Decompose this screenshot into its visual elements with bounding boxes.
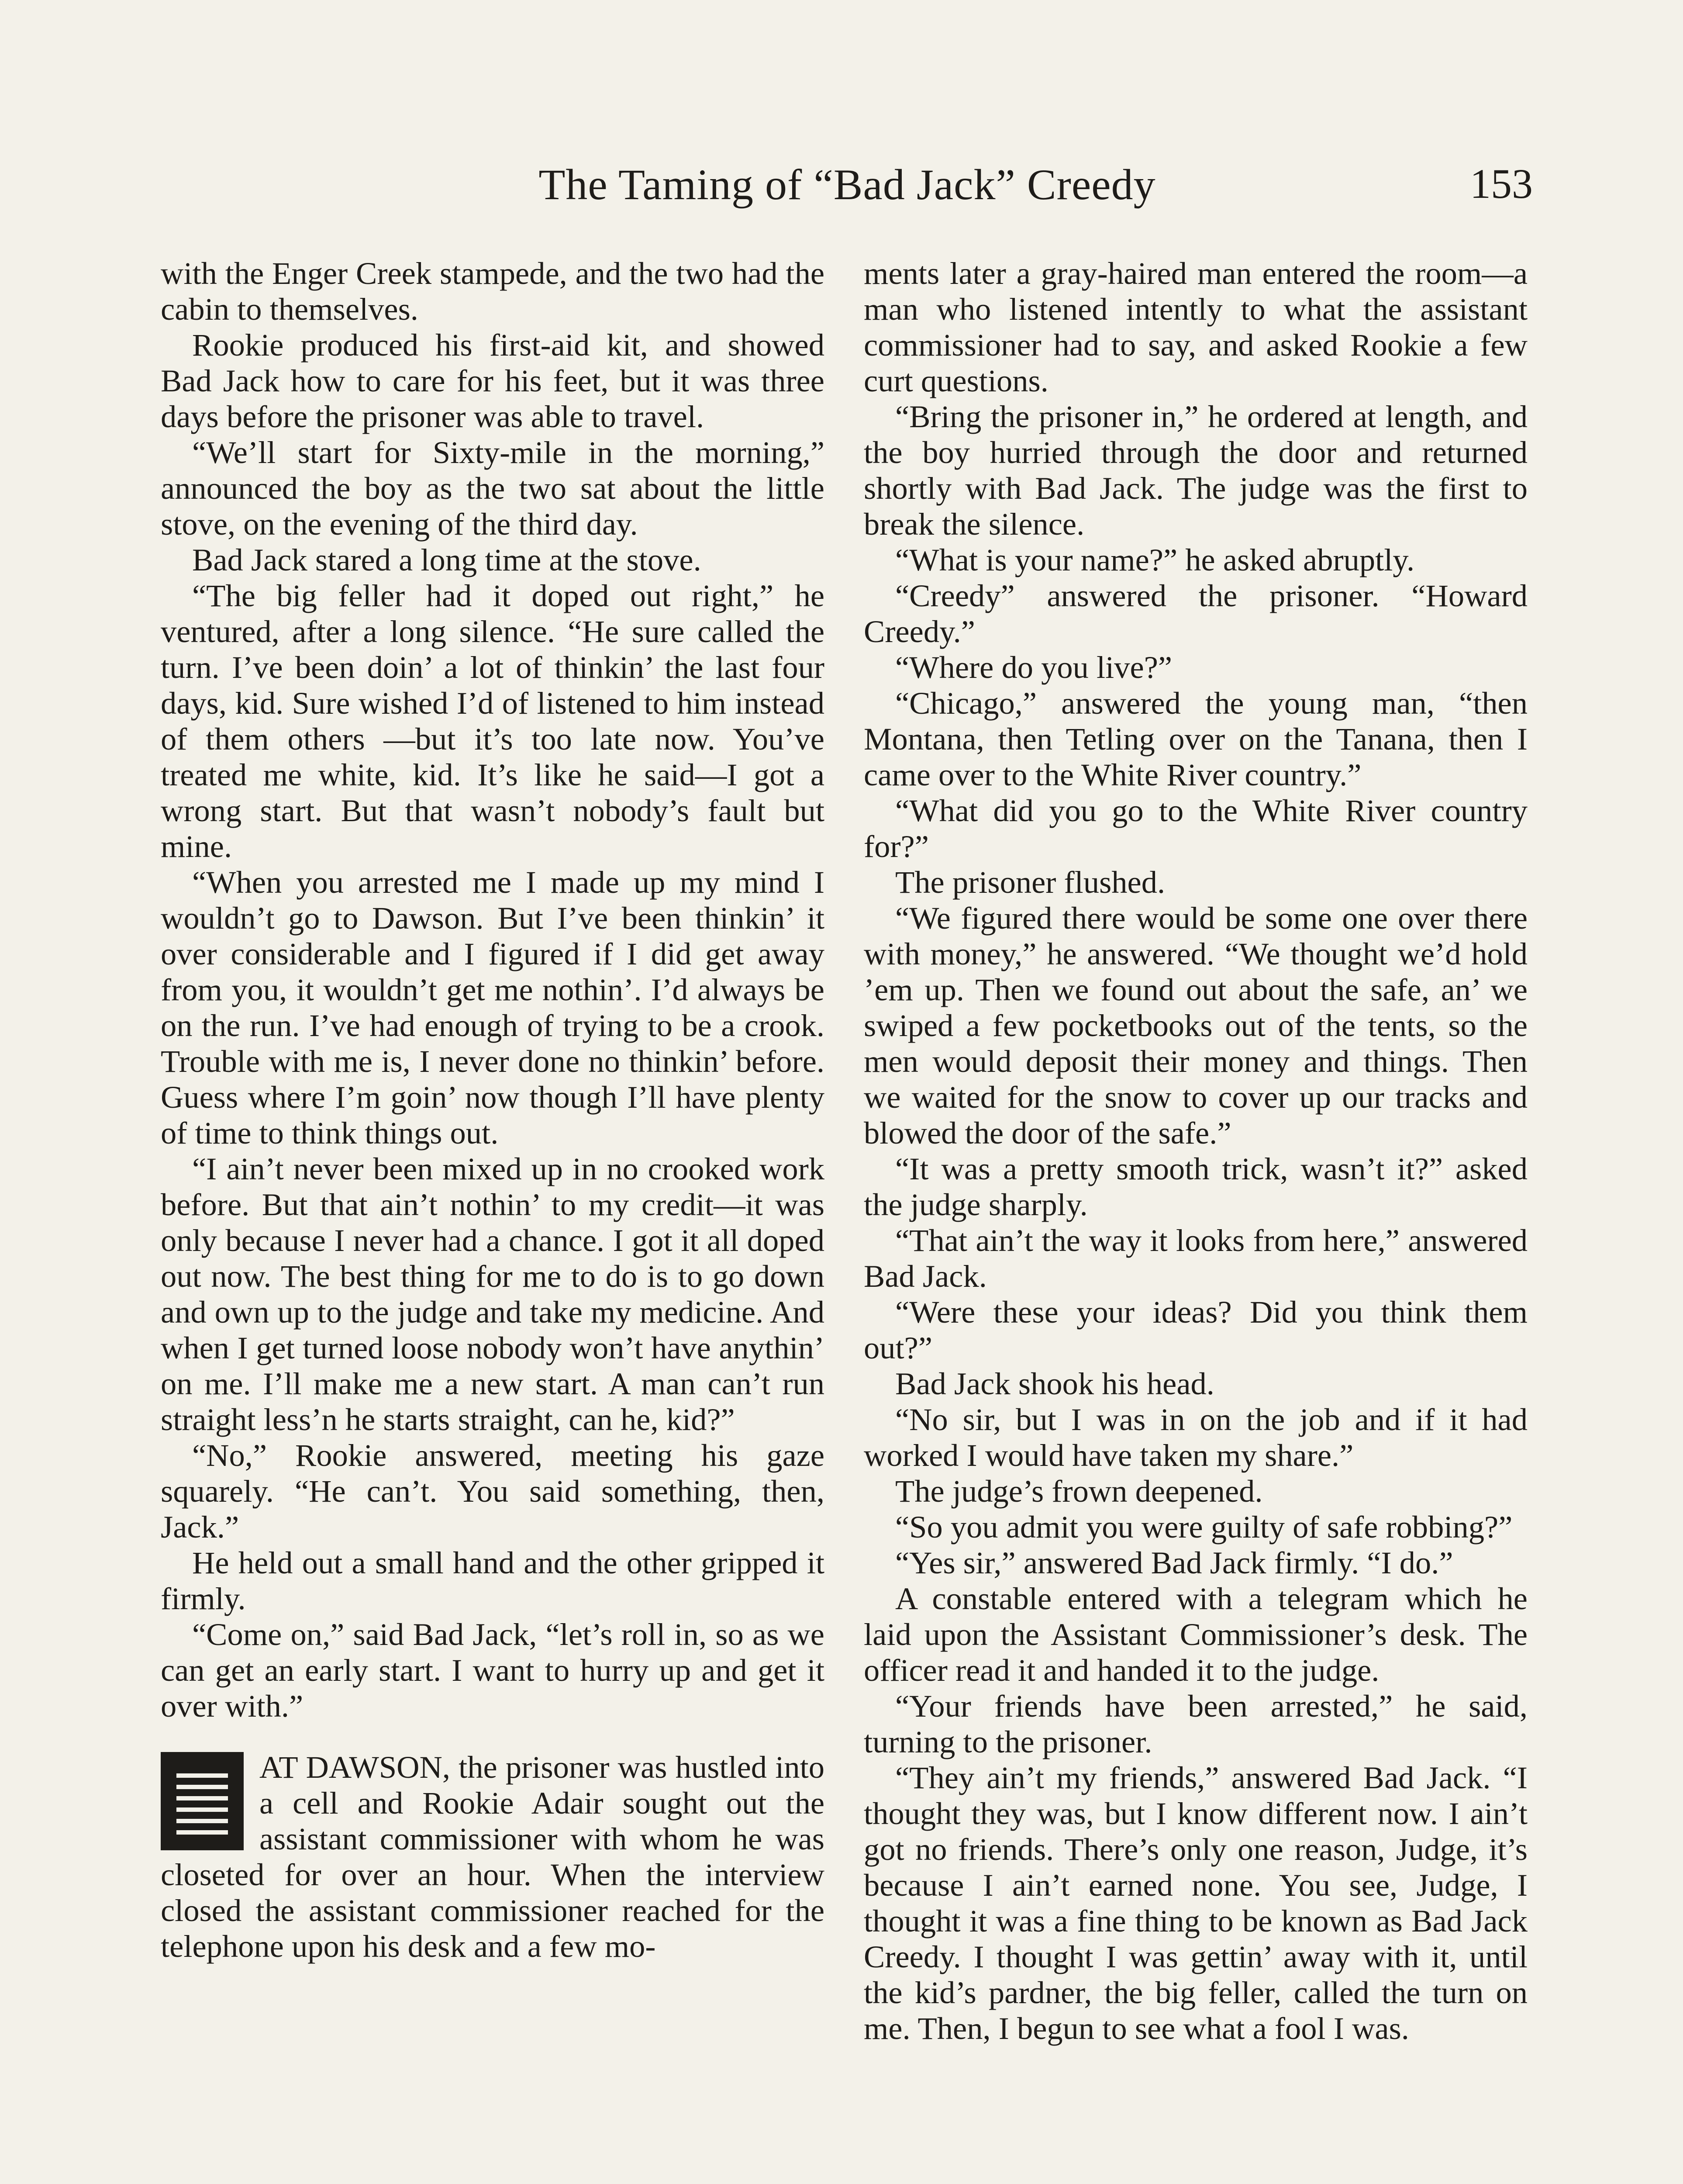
running-header [162, 159, 1533, 225]
ornament-icon [161, 1752, 244, 1850]
section-break [161, 1749, 824, 1964]
paragraph: “Yes sir,” answered Bad Jack firmly. “I do.” [895, 1545, 1453, 1580]
paragraph: “No sir, but I was in on the job and if it had worked I would have taken my share.” [864, 1402, 1528, 1473]
paragraph: “What is your name?” he asked abruptly. [895, 542, 1415, 577]
paragraph: “We’ll start for Sixty-mile in the morning,” announced the boy as the two sat about the little stove, on the evening of the third day. [161, 435, 824, 542]
paragraph: “Chicago,” answered the young man, “then Montana, then Tetling over on the Tanana, then I came over to the White River country.” [864, 685, 1528, 792]
left-column [161, 256, 824, 1964]
paragraph: “Bring the prisoner in,” he ordered at length, and the boy hurried through the door and returned shortly with Bad Jack. The judge was the first to break the silence. [864, 399, 1528, 542]
paragraph: “That ain’t the way it looks from here,” answered Bad Jack. [864, 1223, 1528, 1294]
paragraph: Rookie produced his first-aid kit, and showed Bad Jack how to care for his feet, but it was three days before the prisoner was able to travel. [161, 327, 824, 434]
paragraph: “The big feller had it doped out right,” he ventured, after a long silence. “He sure called the turn. I’ve been doin’ a lot of thinkin’ the last four days, kid. Sure wished I’d of listened to him instead of them others —but it’s too late now. You’ve treated me white, kid. It’s like he said—I got a wrong start. But that wasn’t nobody’s fault but mine. [161, 578, 824, 864]
paragraph: with the Enger Creek stampede, and the two had the cabin to themselves. [161, 256, 824, 327]
paragraph: ments later a gray-haired man entered the room—a man who listened intently to what the assistant commissioner had to say, and asked Rookie a few curt questions. [864, 256, 1528, 398]
paragraph: “Were these your ideas? Did you think them out?” [864, 1294, 1528, 1365]
paragraph: Bad Jack shook his head. [895, 1366, 1214, 1401]
paragraph: “It was a pretty smooth trick, wasn’t it?” asked the judge sharply. [864, 1151, 1528, 1222]
story-title: The Taming of “Bad Jack” Creedy [538, 160, 1156, 209]
right-column [864, 256, 1528, 2046]
paragraph: “No,” Rookie answered, meeting his gaze squarely. “He can’t. You said something, then, Jack.” [161, 1438, 824, 1545]
paragraph: “Your friends have been arrested,” he said, turning to the prisoner. [864, 1688, 1528, 1759]
paragraph: He held out a small hand and the other gripped it firmly. [161, 1545, 824, 1616]
section-opening-paragraph: AT DAWSON, the prisoner was hustled into a cell and Rookie Adair sought out the assistant commissioner with whom he was closeted for over an hour. When the interview closed the assistant commissioner reached for the telephone upon his desk and a few mo- [161, 1749, 824, 1964]
paragraph: The prisoner flushed. [895, 864, 1166, 900]
paragraph: A constable entered with a telegram which he laid upon the Assistant Commissioner’s desk. The officer read it and handed it to the judge. [864, 1581, 1528, 1688]
paragraph: “Come on,” said Bad Jack, “let’s roll in, so as we can get an early start. I want to hurry up and get it over with.” [161, 1617, 824, 1724]
paragraph: “Creedy” answered the prisoner. “Howard Creedy.” [864, 578, 1528, 649]
paragraph: “What did you go to the White River country for?” [864, 793, 1528, 864]
paragraph: “Where do you live?” [895, 650, 1173, 685]
page-number: 153 [1470, 160, 1533, 207]
paragraph: “When you arrested me I made up my mind I wouldn’t go to Dawson. But I’ve been thinkin’ it over considerable and I figured if I did get away from you, it wouldn’t get me nothin’. I’d always be on the run. I’ve had enough of trying to be a crook. Trouble with me is, I never done no thinkin’ before. Guess where I’m goin’ now though I’ll have plenty of time to think things out. [161, 864, 824, 1151]
paragraph: Bad Jack stared a long time at the stove. [192, 542, 701, 577]
paragraph: The judge’s frown deepened. [895, 1473, 1263, 1509]
paragraph: “So you admit you were guilty of safe robbing?” [895, 1509, 1513, 1545]
paragraph: “I ain’t never been mixed up in no crooked work before. But that ain’t nothin’ to my credit—it was only because I never had a chance. I got it all doped out now. The best thing for me to do is to go down and own up to the judge and take my medicine. And when I get turned loose nobody won’t have anythin’ on me. I’ll make me a new start. A man can’t run straight less’n he starts straight, can he, kid?” [161, 1151, 824, 1437]
paragraph: “We figured there would be some one over there with money,” he answered. “We thought we’d hold ’em up. Then we found out about the safe, an’ we swiped a few pocketbooks out of the tents, so the men would deposit their money and things. Then we waited for the snow to cover up our tracks and blowed the door of the safe.” [864, 900, 1528, 1151]
paragraph: “They ain’t my friends,” answered Bad Jack. “I thought they was, but I know different now. I ain’t got no friends. There’s only one reason, Judge, it’s because I ain’t earned none. You see, Judge, I thought it was a fine thing to be known as Bad Jack Creedy. I thought I was gettin’ away with it, until the kid’s pardner, the big feller, called the turn on me. Then, I begun to see what a fool I was. [864, 1760, 1528, 2046]
